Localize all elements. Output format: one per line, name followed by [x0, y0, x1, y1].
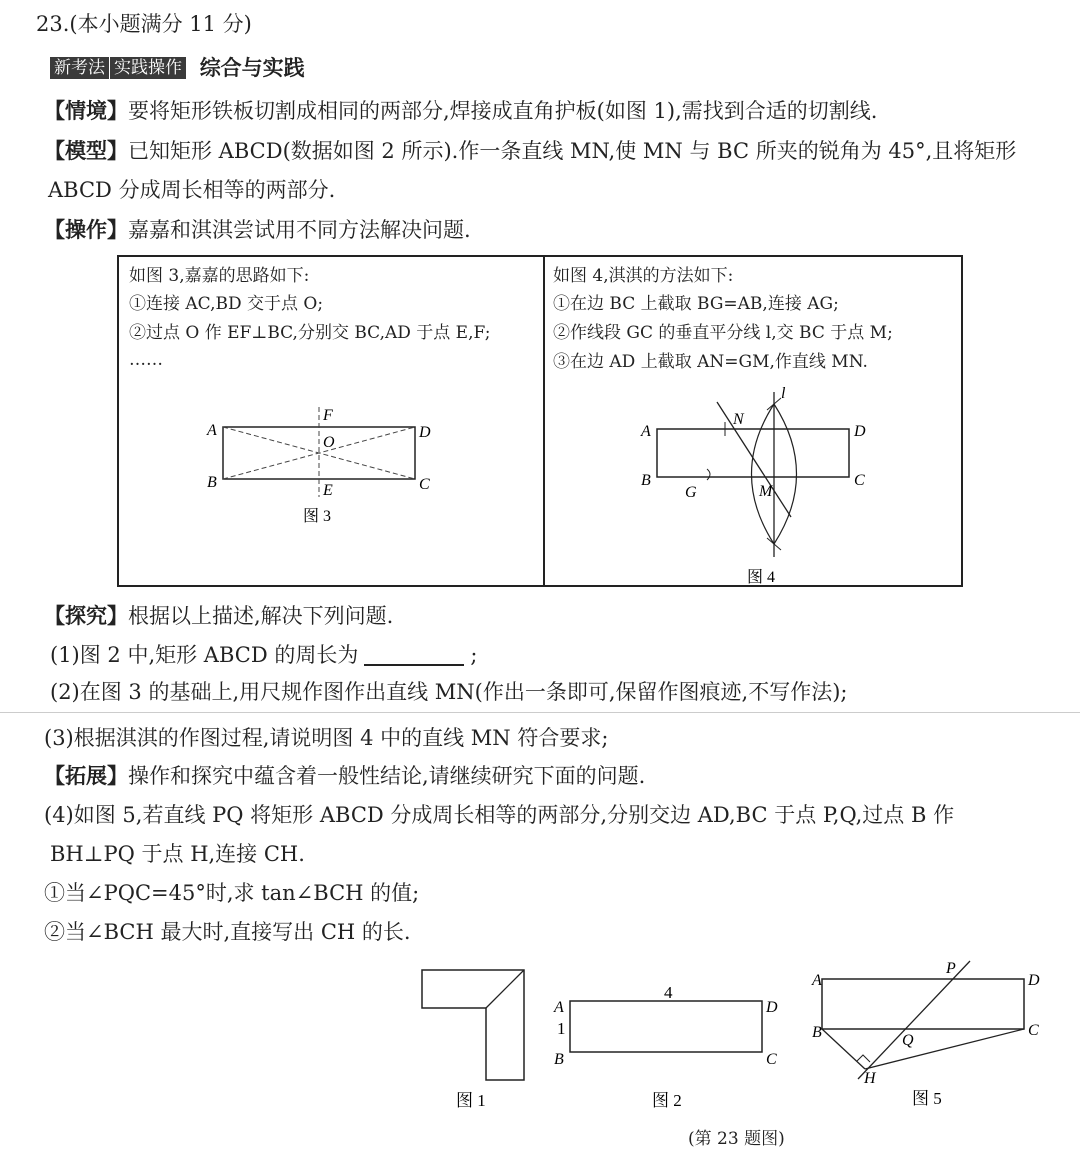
- question-2: (2)在图 3 的基础上,用尺规作图作出直线 MN(作出一条即可,保留作图痕迹,不写作法);: [50, 680, 848, 704]
- figure-5: [808, 955, 1048, 1120]
- fig5-caption: 图 5: [912, 1089, 942, 1108]
- fig1-caption: 图 1: [456, 1091, 486, 1110]
- fig5-label-d: D: [1028, 972, 1040, 989]
- fig5-label-h: H: [864, 1070, 876, 1087]
- operation-paragraph: [44, 216, 471, 244]
- q1-end: ;: [470, 643, 478, 667]
- fig3-label-c: C: [419, 476, 430, 493]
- question-4a: ①当∠PQC=45°时,求 tan∠BCH 的值;: [44, 881, 420, 905]
- fig4-caption: 图 4: [747, 569, 776, 586]
- tag-new-exam: 新考法: [50, 57, 109, 79]
- fig5-label-a: A: [812, 972, 822, 989]
- question-4-line2: BH⊥PQ 于点 H,连接 CH.: [50, 842, 305, 866]
- fig2-label-c: C: [766, 1051, 777, 1068]
- fig1-l-shape: [422, 970, 524, 1080]
- fig4-label-g: G: [685, 484, 697, 501]
- question-3: (3)根据淇淇的作图过程,请说明图 4 中的直线 MN 符合要求;: [44, 726, 609, 750]
- page-separator: [0, 712, 1080, 713]
- methods-box: [117, 255, 963, 587]
- question-score: (本小题满分 11 分): [69, 12, 252, 36]
- right-line-2: ①在边 BC 上截取 BG=AB,连接 AG;: [553, 294, 839, 314]
- figure-1: [410, 960, 540, 1120]
- fig4-label-m: M: [759, 483, 773, 500]
- q1-text: (1)图 2 中,矩形 ABCD 的周长为: [50, 643, 359, 667]
- tag-practice: 实践操作: [110, 57, 186, 79]
- question-header: [36, 10, 252, 38]
- box-divider: [543, 257, 545, 585]
- fig5-label-p: P: [946, 960, 956, 977]
- fig4-g-arc: [707, 469, 710, 480]
- fig5-label-c: C: [1028, 1022, 1039, 1039]
- figure-footer-caption: (第 23 题图): [688, 1129, 785, 1149]
- fig3-label-o: O: [323, 434, 335, 451]
- fig4-arc-right: [774, 404, 797, 544]
- model-text-2: ABCD 分成周长相等的两部分.: [48, 178, 336, 202]
- fig2-label-b: B: [554, 1051, 564, 1068]
- operation-label: 【操作】: [44, 218, 128, 242]
- extend-label: 【拓展】: [44, 764, 128, 788]
- right-line-4: ③在边 AD 上截取 AN=GM,作直线 MN.: [553, 352, 868, 372]
- fig5-label-b: B: [812, 1024, 822, 1041]
- fig2-width-label: 1: [557, 1019, 566, 1038]
- explore-paragraph: [44, 602, 393, 630]
- left-line-4: ……: [129, 350, 163, 370]
- fig4-label-l: l: [781, 385, 786, 402]
- fig2-caption: 图 2: [652, 1091, 682, 1110]
- fig4-label-b: B: [641, 472, 651, 489]
- fig4-label-c: C: [854, 472, 865, 489]
- model-text-1: 已知矩形 ABCD(数据如图 2 所示).作一条直线 MN,使 MN 与 BC 所夹的锐角为 45°,且将矩形: [128, 139, 1017, 163]
- explore-text: 根据以上描述,解决下列问题.: [128, 604, 394, 628]
- right-line-1: 如图 4,淇淇的方法如下:: [553, 266, 734, 286]
- fig1-seam: [486, 970, 524, 1008]
- theme-title: 综合与实践: [199, 56, 305, 80]
- left-line-3: ②过点 O 作 EF⊥BC,分别交 BC,AD 于点 E,F;: [129, 323, 491, 343]
- model-paragraph-line1: [44, 137, 1016, 165]
- right-line-3: ②作线段 GC 的垂直平分线 l,交 BC 于点 M;: [553, 323, 893, 343]
- fig3-label-f: F: [323, 407, 333, 424]
- situation-text: 要将矩形铁板切割成相同的两部分,焊接成直角护板(如图 1),需找到合适的切割线.: [128, 99, 878, 123]
- fig5-segment-bh: [822, 1029, 865, 1069]
- figure-3: [199, 397, 459, 527]
- left-line-1: 如图 3,嘉嘉的思路如下:: [129, 266, 310, 286]
- fig3-label-d: D: [419, 424, 431, 441]
- fig3-caption: 图 3: [303, 508, 332, 525]
- extend-text: 操作和探究中蕴含着一般性结论,请继续研究下面的问题.: [128, 764, 646, 788]
- operation-text: 嘉嘉和淇淇尝试用不同方法解决问题.: [128, 218, 471, 242]
- question-number: 23.: [36, 12, 70, 36]
- q1-answer-blank[interactable]: [364, 642, 464, 666]
- question-4-line1: (4)如图 5,若直线 PQ 将矩形 ABCD 分成周长相等的两部分,分别交边 AD,BC 于点 P,Q,过点 B 作: [44, 803, 955, 827]
- fig3-label-e: E: [323, 482, 333, 499]
- fig3-label-b: B: [207, 474, 217, 491]
- situation-label: 【情境】: [44, 99, 128, 123]
- fig4-label-n: N: [733, 411, 744, 428]
- fig5-label-q: Q: [902, 1032, 914, 1049]
- fig5-rectangle: [822, 979, 1024, 1029]
- explore-label: 【探究】: [44, 604, 128, 628]
- fig2-label-a: A: [554, 999, 564, 1016]
- model-label: 【模型】: [44, 139, 128, 163]
- fig2-label-d: D: [766, 999, 778, 1016]
- situation-paragraph: [44, 97, 877, 125]
- fig5-right-angle-mark: [857, 1055, 870, 1062]
- fig5-segment-ch: [865, 1029, 1024, 1069]
- extend-paragraph: [44, 762, 645, 790]
- question-1: [50, 641, 477, 669]
- fig2-length-label: 4: [664, 983, 673, 1002]
- figure-2: [548, 978, 788, 1118]
- fig3-label-a: A: [207, 422, 217, 439]
- fig4-label-d: D: [854, 423, 866, 440]
- fig2-rectangle: [570, 1001, 762, 1052]
- figure-4: [629, 382, 889, 587]
- question-4b: ②当∠BCH 最大时,直接写出 CH 的长.: [44, 920, 411, 944]
- fig4-label-a: A: [641, 423, 651, 440]
- left-line-2: ①连接 AC,BD 交于点 O;: [129, 294, 324, 314]
- tag-row: [50, 54, 305, 82]
